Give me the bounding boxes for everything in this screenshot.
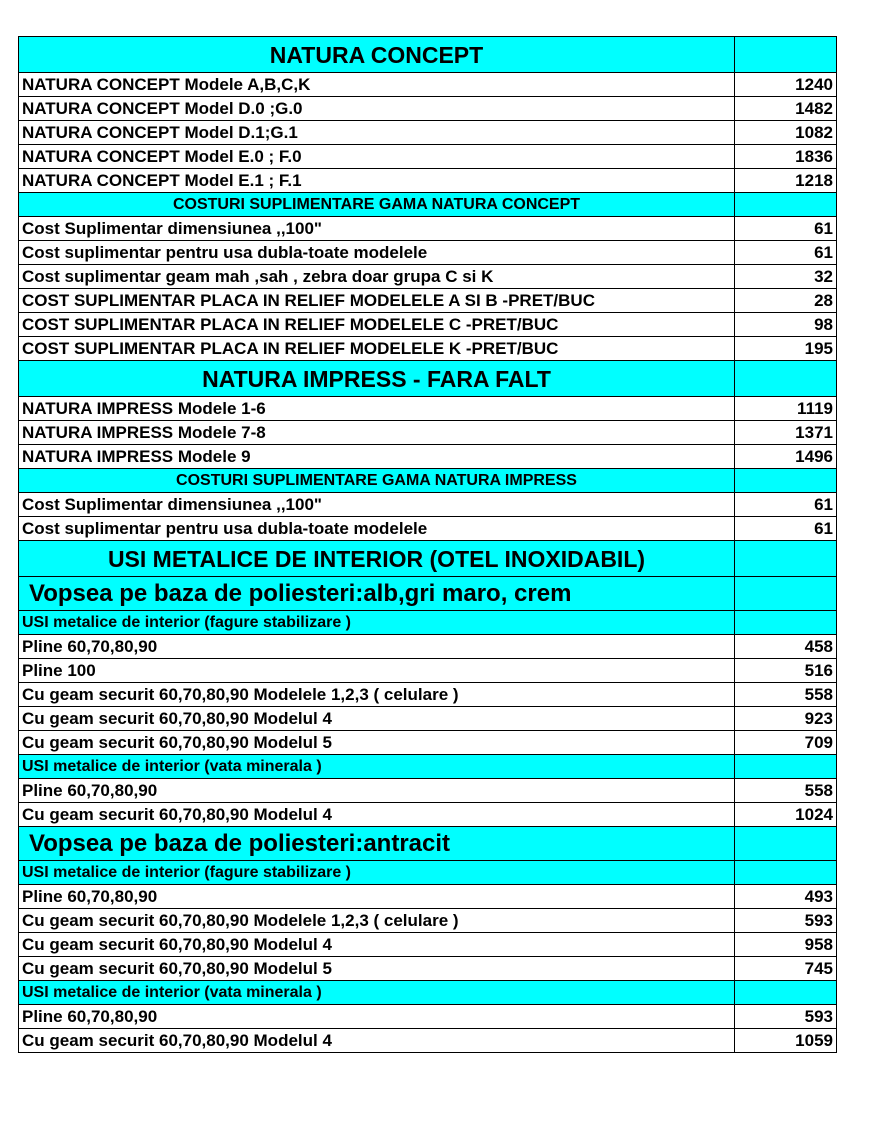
item-name: NATURA IMPRESS Modele 1-6 — [19, 397, 735, 421]
item-price: 61 — [735, 241, 837, 265]
item-price: 709 — [735, 731, 837, 755]
item-name: Cu geam securit 60,70,80,90 Modelul 4 — [19, 707, 735, 731]
item-price: 1240 — [735, 73, 837, 97]
item-price — [735, 981, 837, 1005]
item-price: 516 — [735, 659, 837, 683]
section-header-row — [19, 469, 837, 493]
table-row — [19, 1005, 837, 1029]
section-header-row — [19, 577, 837, 611]
item-price: 593 — [735, 1005, 837, 1029]
item-price: 958 — [735, 933, 837, 957]
section-title: NATURA IMPRESS - FARA FALT — [19, 361, 735, 397]
item-price: 493 — [735, 885, 837, 909]
table-row — [19, 73, 837, 97]
item-name: Cu geam securit 60,70,80,90 Modelele 1,2,3 ( celulare ) — [19, 909, 735, 933]
table-row — [19, 731, 837, 755]
table-row — [19, 707, 837, 731]
table-row — [19, 265, 837, 289]
table-row — [19, 121, 837, 145]
item-name: Cu geam securit 60,70,80,90 Modelele 1,2,3 ( celulare ) — [19, 683, 735, 707]
item-name: Cost suplimentar geam mah ,sah , zebra doar grupa C si K — [19, 265, 735, 289]
item-name: Cost suplimentar pentru usa dubla-toate modelele — [19, 241, 735, 265]
item-price: 195 — [735, 337, 837, 361]
section-title: USI metalice de interior (vata minerala ) — [19, 755, 735, 779]
item-price — [735, 755, 837, 779]
item-price: 1496 — [735, 445, 837, 469]
item-price — [735, 193, 837, 217]
item-name: NATURA CONCEPT Model D.0 ;G.0 — [19, 97, 735, 121]
section-header-row — [19, 755, 837, 779]
section-header-row — [19, 193, 837, 217]
item-name: Pline 60,70,80,90 — [19, 885, 735, 909]
item-name: Pline 100 — [19, 659, 735, 683]
table-row — [19, 909, 837, 933]
item-price: 1119 — [735, 397, 837, 421]
item-price: 1218 — [735, 169, 837, 193]
item-price: 32 — [735, 265, 837, 289]
table-row — [19, 779, 837, 803]
item-price: 1024 — [735, 803, 837, 827]
item-price — [735, 541, 837, 577]
section-title: Vopsea pe baza de poliesteri:alb,gri maro, crem — [19, 577, 735, 611]
item-price: 28 — [735, 289, 837, 313]
table-row — [19, 957, 837, 981]
item-price: 1482 — [735, 97, 837, 121]
item-price — [735, 361, 837, 397]
section-title: COSTURI SUPLIMENTARE GAMA NATURA CONCEPT — [19, 193, 735, 217]
section-header-row — [19, 361, 837, 397]
section-title: COSTURI SUPLIMENTARE GAMA NATURA IMPRESS — [19, 469, 735, 493]
table-row — [19, 803, 837, 827]
table-row — [19, 445, 837, 469]
item-name: Pline 60,70,80,90 — [19, 635, 735, 659]
item-name: COST SUPLIMENTAR PLACA IN RELIEF MODELELE K -PRET/BUC — [19, 337, 735, 361]
item-price: 458 — [735, 635, 837, 659]
item-price: 61 — [735, 493, 837, 517]
item-price: 558 — [735, 683, 837, 707]
table-row — [19, 337, 837, 361]
table-row — [19, 683, 837, 707]
item-price: 745 — [735, 957, 837, 981]
item-name: Cost Suplimentar dimensiunea ,,100" — [19, 493, 735, 517]
item-name: Cost suplimentar pentru usa dubla-toate modelele — [19, 517, 735, 541]
item-name: Cu geam securit 60,70,80,90 Modelul 4 — [19, 803, 735, 827]
item-name: NATURA CONCEPT Model E.1 ; F.1 — [19, 169, 735, 193]
item-price: 1082 — [735, 121, 837, 145]
item-price: 98 — [735, 313, 837, 337]
item-price: 61 — [735, 217, 837, 241]
item-price — [735, 469, 837, 493]
table-row — [19, 145, 837, 169]
item-name: COST SUPLIMENTAR PLACA IN RELIEF MODELELE C -PRET/BUC — [19, 313, 735, 337]
price-table — [18, 36, 837, 1053]
table-row — [19, 289, 837, 313]
item-name: Cu geam securit 60,70,80,90 Modelul 4 — [19, 1029, 735, 1053]
section-title: Vopsea pe baza de poliesteri:antracit — [19, 827, 735, 861]
table-row — [19, 169, 837, 193]
section-header-row — [19, 861, 837, 885]
price-table-body — [19, 37, 837, 1053]
table-row — [19, 313, 837, 337]
item-name: Cost Suplimentar dimensiunea ,,100" — [19, 217, 735, 241]
item-name: COST SUPLIMENTAR PLACA IN RELIEF MODELELE A SI B -PRET/BUC — [19, 289, 735, 313]
item-price — [735, 861, 837, 885]
section-header-row — [19, 981, 837, 1005]
table-row — [19, 421, 837, 445]
item-name: NATURA IMPRESS Modele 7-8 — [19, 421, 735, 445]
item-price — [735, 577, 837, 611]
item-name: Cu geam securit 60,70,80,90 Modelul 5 — [19, 957, 735, 981]
section-header-row — [19, 541, 837, 577]
item-name: Pline 60,70,80,90 — [19, 1005, 735, 1029]
table-row — [19, 397, 837, 421]
item-price: 1059 — [735, 1029, 837, 1053]
section-header-row — [19, 37, 837, 73]
item-name: NATURA CONCEPT Modele A,B,C,K — [19, 73, 735, 97]
item-name: Cu geam securit 60,70,80,90 Modelul 5 — [19, 731, 735, 755]
item-price — [735, 827, 837, 861]
item-name: NATURA CONCEPT Model D.1;G.1 — [19, 121, 735, 145]
item-price: 923 — [735, 707, 837, 731]
section-title: USI metalice de interior (fagure stabilizare ) — [19, 861, 735, 885]
item-name: Cu geam securit 60,70,80,90 Modelul 4 — [19, 933, 735, 957]
table-row — [19, 241, 837, 265]
item-price — [735, 37, 837, 73]
section-title: NATURA CONCEPT — [19, 37, 735, 73]
table-row — [19, 635, 837, 659]
item-name: NATURA CONCEPT Model E.0 ; F.0 — [19, 145, 735, 169]
table-row — [19, 1029, 837, 1053]
item-price: 593 — [735, 909, 837, 933]
item-price: 61 — [735, 517, 837, 541]
table-row — [19, 659, 837, 683]
table-row — [19, 933, 837, 957]
table-row — [19, 217, 837, 241]
section-header-row — [19, 611, 837, 635]
section-header-row — [19, 827, 837, 861]
section-title: USI metalice de interior (fagure stabilizare ) — [19, 611, 735, 635]
table-row — [19, 885, 837, 909]
item-price: 558 — [735, 779, 837, 803]
table-row — [19, 493, 837, 517]
item-price: 1371 — [735, 421, 837, 445]
section-title: USI METALICE DE INTERIOR (OTEL INOXIDABIL) — [19, 541, 735, 577]
item-price — [735, 611, 837, 635]
item-name: Pline 60,70,80,90 — [19, 779, 735, 803]
item-price: 1836 — [735, 145, 837, 169]
item-name: NATURA IMPRESS Modele 9 — [19, 445, 735, 469]
table-row — [19, 517, 837, 541]
table-row — [19, 97, 837, 121]
section-title: USI metalice de interior (vata minerala ) — [19, 981, 735, 1005]
